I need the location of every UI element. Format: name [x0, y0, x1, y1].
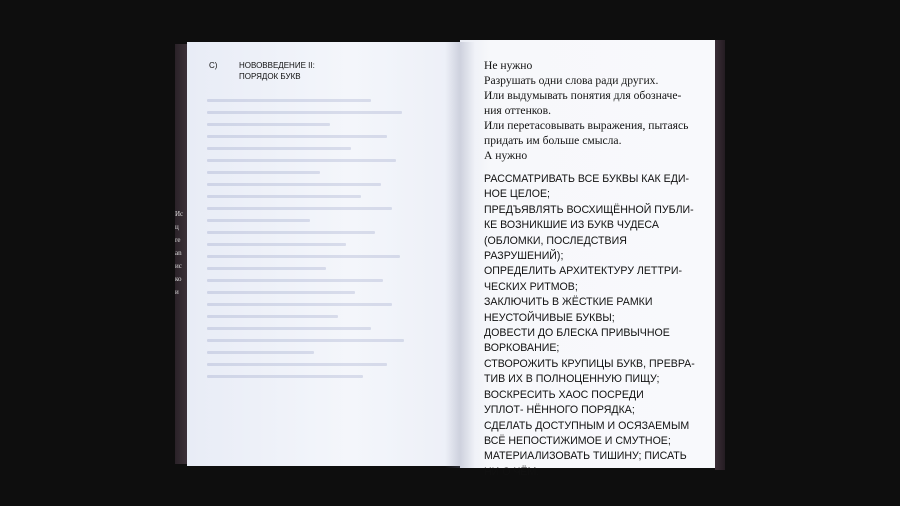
manifesto-line: ВОСКРЕСИТЬ ХАОС ПОСРЕДИ — [484, 388, 644, 401]
serif-text-line: Или выдумывать понятия для обозначе- — [484, 89, 682, 102]
manifesto-line: ВОРКОВАНИЕ; — [484, 342, 560, 355]
cover-edge-text-line: ц — [175, 223, 179, 231]
manifesto-line: ТИВ ИХ В ПОЛНОЦЕННУЮ ПИЩУ; — [484, 373, 660, 386]
manifesto-line: НЕУСТОЙЧИВЫЕ БУКВЫ; — [484, 311, 615, 324]
section-title — [239, 60, 349, 82]
manifesto-list — [484, 172, 714, 480]
manifesto-line: НОЕ ЦЕЛОЕ; — [484, 188, 551, 201]
manifesto-line: ВСЁ НЕПОСТИЖИМОЕ И СМУТНОЕ; — [484, 434, 671, 447]
section-title-line: НОВОВВЕДЕНИЕ II: — [239, 61, 315, 70]
cover-edge-text-line: Ис — [175, 210, 184, 218]
cover-edge-text-line: ко — [175, 275, 182, 283]
manifesto-line: ПРЕДЪЯВЛЯТЬ ВОСХИЩЁННОЙ ПУБЛИ- — [484, 203, 694, 216]
manifesto-line: МАТЕРИАЛИЗОВАТЬ ТИШИНУ; ПИСАТЬ — [484, 450, 687, 463]
manifesto-line: СТВОРОЖИТЬ КРУПИЦЫ БУКВ, ПРЕВРА- — [484, 357, 695, 370]
manifesto-line: НИ О ЧЁМ. — [484, 465, 540, 478]
manifesto-line: ЗАКЛЮЧИТЬ В ЖЁСТКИЕ РАМКИ — [484, 296, 653, 309]
manifesto-line: РАССМАТРИВАТЬ ВСЕ БУКВЫ КАК ЕДИ- — [484, 173, 690, 185]
manifesto-line: (ОБЛОМКИ, ПОСЛЕДСТВИЯ — [484, 234, 627, 247]
manifesto-line: ДОВЕСТИ ДО БЛЕСКА ПРИВЫЧНОЕ — [484, 327, 670, 340]
cover-edge-text-line: an — [175, 249, 182, 257]
show-through-text — [207, 90, 412, 420]
serif-text-line: ния оттенков. — [484, 104, 551, 117]
cover-edge-text-line: ис — [175, 262, 182, 270]
serif-text-line: придать им больше смысла. — [484, 134, 622, 147]
open-book — [175, 40, 725, 478]
serif-text-line: А нужно — [484, 149, 528, 162]
serif-text-line: Разрушать одни слова ради других. — [484, 74, 659, 87]
manifesto-line: ОПРЕДЕЛИТЬ АРХИТЕКТУРУ ЛЕТТРИ- — [484, 265, 683, 278]
manifesto-line: УПЛОТ- НЁННОГО ПОРЯДКА; — [484, 404, 635, 417]
section-title-line: ПОРЯДОК БУКВ — [239, 72, 301, 81]
section-letter: C) — [209, 61, 218, 70]
right-page-text — [484, 58, 714, 480]
front-cover-edge — [715, 40, 725, 470]
manifesto-line: СДЕЛАТЬ ДОСТУПНЫМ И ОСЯЗАЕМЫМ — [484, 419, 690, 432]
manifesto-line: КЕ ВОЗНИКШИЕ ИЗ БУКВ ЧУДЕСА — [484, 219, 659, 232]
manifesto-line: РАЗРУШЕНИЙ); — [484, 250, 564, 263]
manifesto-line: ЧЕСКИХ РИТМОВ; — [484, 280, 578, 293]
book-gutter — [445, 42, 475, 468]
cover-edge-text-line: re — [175, 236, 181, 244]
cover-edge-text-line: и — [175, 288, 179, 296]
serif-text-line: Не нужно — [484, 59, 533, 72]
serif-text-line: Или перетасовывать выражения, пытаясь — [484, 119, 689, 132]
cover-edge-text — [175, 208, 185, 299]
